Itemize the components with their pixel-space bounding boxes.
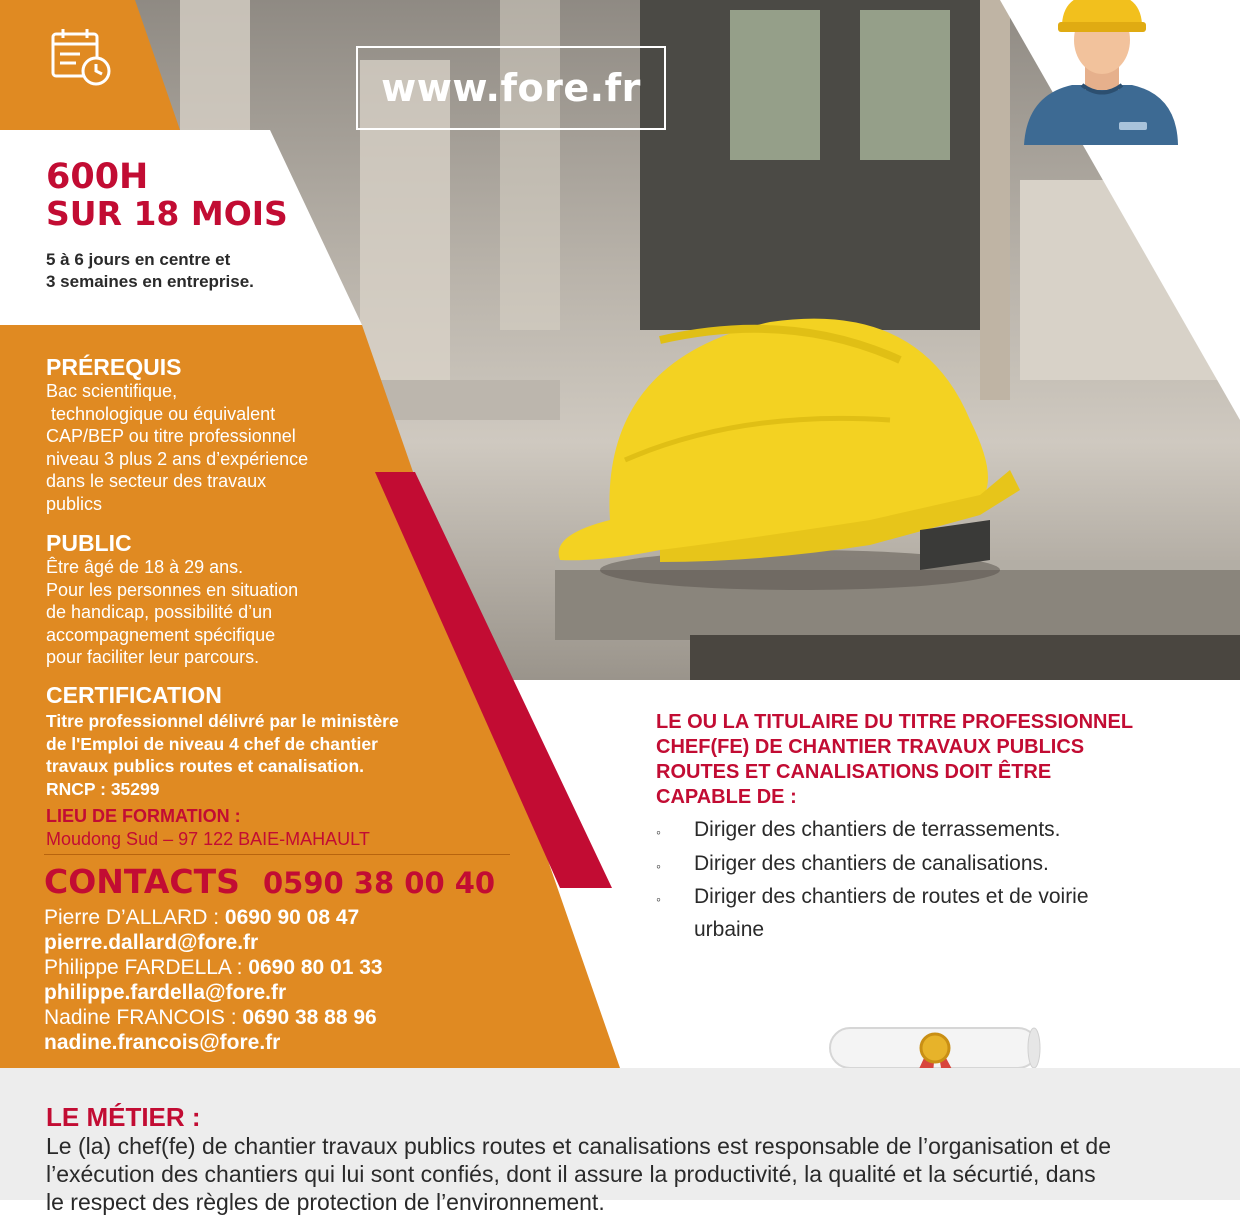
contact-1-email[interactable]: pierre.dallard@fore.fr — [44, 931, 259, 954]
contact-1-name: Pierre D’ALLARD : — [44, 906, 225, 929]
rhythm-line-1: 5 à 6 jours en centre et — [46, 250, 231, 269]
calendar-clock-icon — [50, 26, 112, 88]
public-title: PUBLIC — [46, 530, 132, 556]
certification-text: Titre professionnel délivré par le ministère de l'Emploi de niveau 4 chef de chantier travaux publics routes et canalisation. RNCP : 35299 — [46, 711, 399, 799]
rhythm-line-2: 3 semaines en entreprise. — [46, 272, 254, 291]
capable-item-1: Diriger des chantiers de terrassements. — [694, 818, 1061, 841]
metier-line-3: le respect des règles de protection de l’environnement. — [46, 1189, 605, 1215]
duration-months: SUR 18 MOIS — [46, 194, 288, 233]
contact-2-name: Philippe FARDELLA : — [44, 956, 249, 979]
public-text: Être âgé de 18 à 29 ans. Pour les personnes en situation de handicap, possibilité d’un accompagnement spécifique pour faciliter leur parcours. — [46, 557, 299, 668]
capable-item-3-cont: urbaine — [694, 918, 765, 941]
capable-item-3: Diriger des chantiers de routes et de voirie — [694, 885, 1089, 908]
metier-line-2: l’exécution des chantiers qui lui sont confiés, dont il assure la productivité, la qualité et la sécurtié, dans — [46, 1161, 1096, 1187]
contact-3-name: Nadine FRANCOIS : — [44, 1006, 243, 1029]
contacts-title: CONTACTS — [44, 862, 240, 901]
metier-line-1: Le (la) chef(fe) de chantier travaux publics routes et canalisations est responsable de l’organisation et de — [46, 1133, 1111, 1159]
contact-3-email[interactable]: nadine.francois@fore.fr — [44, 1031, 281, 1054]
bullet-icon: ◦ — [656, 858, 661, 874]
bullet-icon: ◦ — [656, 824, 661, 840]
lieu-title: LIEU DE FORMATION : — [46, 806, 241, 826]
capable-heading: LE OU LA TITULAIRE DU TITRE PROFESSIONNEL CHEF(FE) DE CHANTIER TRAVAUX PUBLICS ROUTES ET CANALISATIONS DOIT ÊTRE CAPABLE DE : — [656, 711, 1134, 808]
capable-item-2: Diriger des chantiers de canalisations. — [694, 852, 1049, 875]
prerequis-title: PRÉREQUIS — [46, 354, 182, 380]
contact-3-phone[interactable]: 0690 38 88 96 — [242, 1006, 377, 1029]
website-url: www.fore.fr — [381, 66, 641, 110]
duration-hours: 600H — [46, 157, 149, 197]
divider — [44, 854, 510, 855]
contact-2-phone[interactable]: 0690 80 01 33 — [248, 956, 383, 979]
contacts-main-phone[interactable]: 0590 38 00 40 — [263, 866, 496, 900]
certification-title: CERTIFICATION — [46, 682, 222, 708]
bullet-icon: ◦ — [656, 891, 661, 907]
worker-avatar-icon — [1022, 0, 1182, 145]
prerequis-text: Bac scientifique, technologique ou équivalent CAP/BEP ou titre professionnel niveau 3 plus 2 ans d’expérience dans le secteur des travaux publics — [46, 381, 309, 514]
website-link[interactable] — [356, 46, 666, 130]
lieu-address: Moudong Sud – 97 122 BAIE-MAHAULT — [46, 829, 370, 849]
contact-2-email[interactable]: philippe.fardella@fore.fr — [44, 981, 287, 1004]
contact-3 — [44, 1006, 377, 1030]
metier-title: LE MÉTIER : — [46, 1102, 201, 1132]
contact-1 — [44, 906, 359, 930]
contact-2 — [44, 956, 383, 980]
contact-1-phone[interactable]: 0690 90 08 47 — [224, 906, 360, 929]
